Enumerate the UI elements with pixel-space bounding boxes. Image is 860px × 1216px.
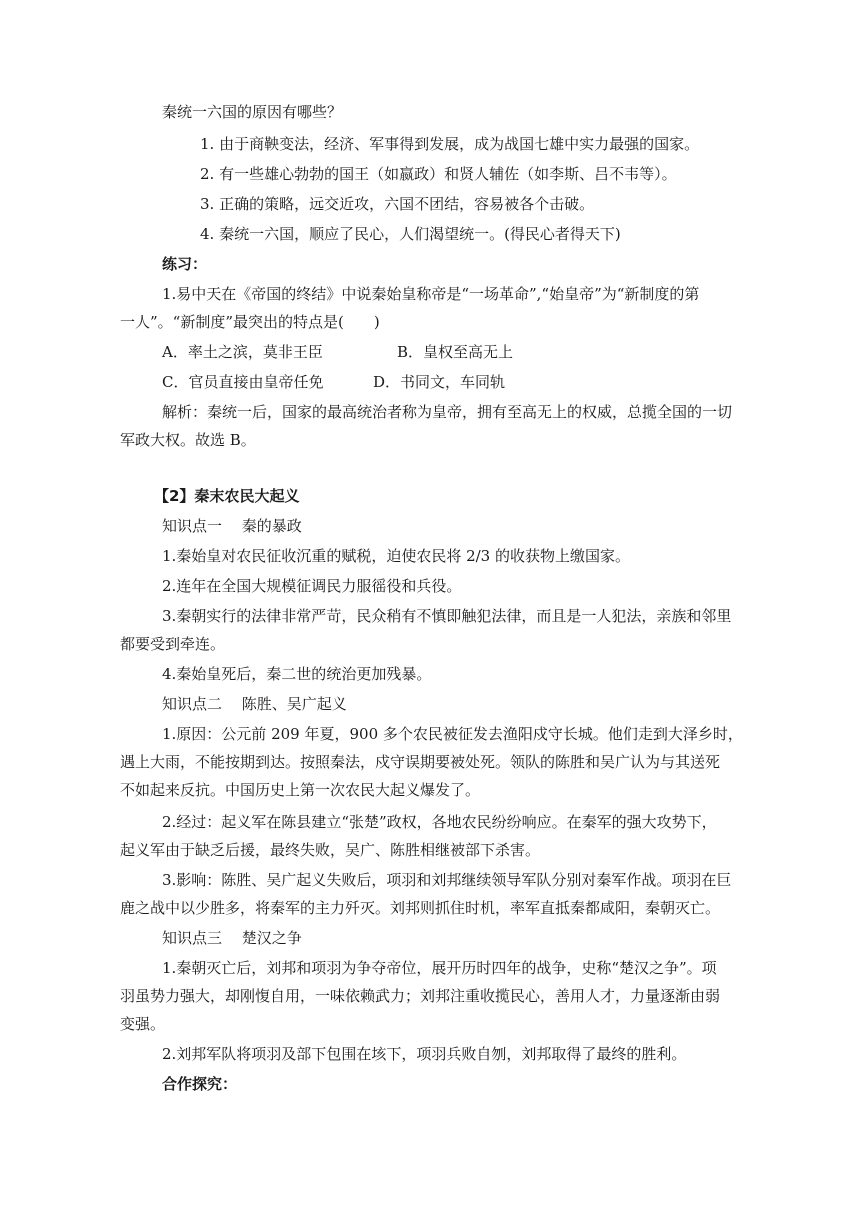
text-line: 都要受到牵连。 — [120, 635, 226, 653]
reason-item: 4. 秦统一六国，顺应了民心，人们渴望统一。(得民心者得天下) — [200, 225, 621, 243]
text-line: 羽虽势力强大，却刚愎自用，一味依赖武力；刘邦注重收揽民心，善用人才，力量逐渐由弱 — [120, 987, 721, 1005]
text-line: 鹿之战中以少胜多，将秦军的主力歼灭。刘邦则抓住时机，率军直抵秦都咸阳，秦朝灭亡。 — [120, 899, 721, 917]
section-heading: 【2】秦末农民大起义 — [154, 487, 300, 505]
practice-heading: 练习： — [162, 255, 208, 273]
knowledge-point-title: 知识点三 楚汉之争 — [162, 929, 302, 947]
option-c: C．官员直接由皇帝任免 — [162, 373, 324, 391]
option-a: A．率土之滨，莫非王臣 — [162, 343, 323, 361]
text-line: 1.原因：公元前 209 年夏，900 多个农民被征发去渔阳戍守长城。他们走到大泽乡时， — [162, 725, 743, 743]
text-line: 2.刘邦军队将项羽及部下包围在垓下，项羽兵败自刎，刘邦取得了最终的胜利。 — [162, 1045, 687, 1063]
analysis-line-cont: 军政大权。故选 B。 — [120, 431, 256, 449]
text-line: 不如起来反抗。中国历史上第一次农民大起义爆发了。 — [120, 781, 481, 799]
cooperation-heading: 合作探究： — [162, 1075, 238, 1093]
reason-item: 1. 由于商鞅变法，经济、军事得到发展，成为战国七雄中实力最强的国家。 — [200, 135, 700, 153]
text-line: 1.秦朝灭亡后，刘邦和项羽为争夺帝位，展开历时四年的战争，史称“楚汉之争”。项 — [162, 959, 717, 977]
text-line: 4.秦始皇死后，秦二世的统治更加残暴。 — [162, 665, 432, 683]
knowledge-point-title: 知识点二 陈胜、吴广起义 — [162, 695, 347, 713]
reason-item: 2. 有一些雄心勃勃的国王（如嬴政）和贤人辅佐（如李斯、吕不韦等）。 — [200, 165, 677, 183]
knowledge-point-title: 知识点一 秦的暴政 — [162, 517, 302, 535]
text-line: 1.秦始皇对农民征收沉重的赋税，迫使农民将 2/3 的收获物上缴国家。 — [162, 547, 630, 565]
text-line: 起义军由于缺乏后援，最终失败，吴广、陈胜相继被部下杀害。 — [120, 841, 541, 859]
text-line: 遇上大雨，不能按期到达。按照秦法，戍守误期要被处死。领队的陈胜和吴广认为与其送死 — [120, 753, 721, 771]
text-line: 3.影响：陈胜、吴广起义失败后，项羽和刘邦继续领导军队分别对秦军作战。项羽在巨 — [162, 871, 732, 889]
question-line: 秦统一六国的原因有哪些？ — [162, 103, 343, 121]
text-line: 2.经过：起义军在陈县建立“张楚”政权，各地农民纷纷响应。在秦军的强大攻势下， — [162, 813, 717, 831]
text-line: 3.秦朝实行的法律非常严苛，民众稍有不慎即触犯法律，而且是一人犯法，亲族和邻里 — [162, 607, 732, 625]
exercise-question-cont: 一人”。“新制度”最突出的特点是( ) — [120, 313, 380, 331]
text-line: 变强。 — [120, 1015, 166, 1033]
option-d: D．书同文，车同轨 — [373, 373, 506, 391]
analysis-line: 解析：秦统一后，国家的最高统治者称为皇帝，拥有至高无上的权威，总揽全国的一切 — [162, 403, 733, 421]
reason-item: 3. 正确的策略，远交近攻，六国不团结，容易被各个击破。 — [200, 195, 595, 213]
text-line: 2.连年在全国大规模征调民力服徭役和兵役。 — [162, 577, 462, 595]
option-b: B．皇权至高无上 — [397, 343, 514, 361]
exercise-question: 1.易中天在《帝国的终结》中说秦始皇称帝是“一场革命”,“始皇帝”为“新制度的第 — [162, 285, 700, 303]
